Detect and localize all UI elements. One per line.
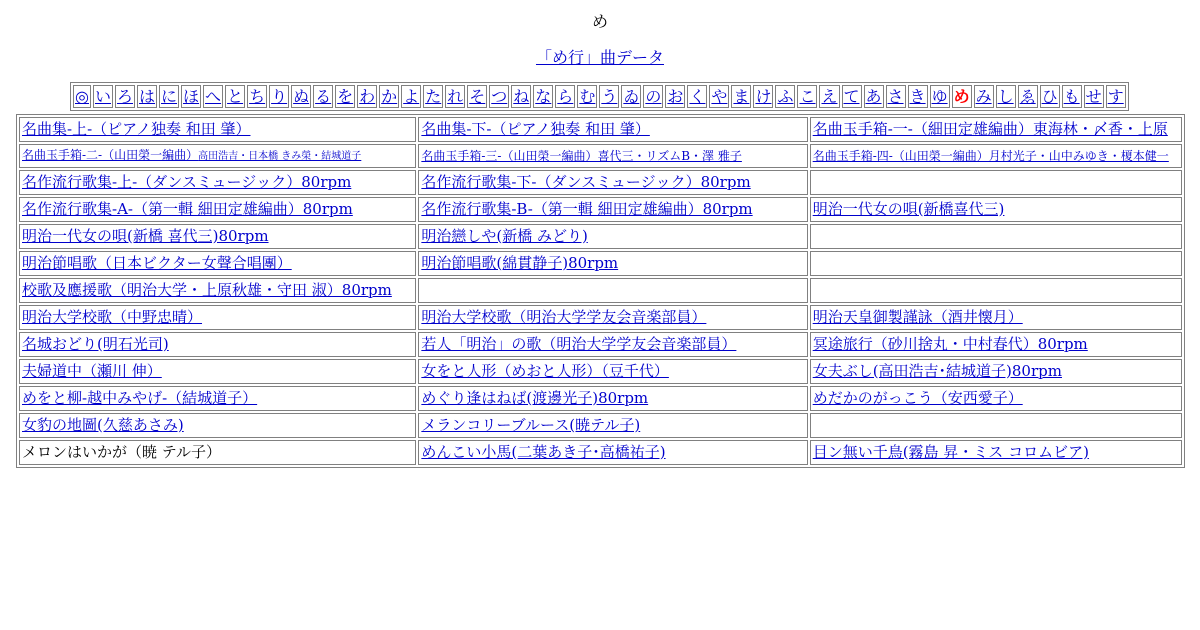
kana-nav-cell [842,85,862,108]
kana-nav-link[interactable]: す [1107,87,1124,106]
song-cell [19,144,416,168]
song-cell [418,305,807,330]
kana-nav-link[interactable]: む [579,87,596,106]
song-title: めぐり逢はねば(渡邊光子)80rpm [421,389,649,407]
song-cell [418,251,807,276]
song-link[interactable] [22,148,361,162]
kana-nav-cell [775,85,795,108]
song-title: 冥途旅行（砂川捨丸・中村春代）80rpm [812,335,1088,353]
kana-nav-link[interactable]: か [381,87,398,106]
kana-nav-cell [423,85,443,108]
kana-nav-cell [996,85,1016,108]
song-title: めをと柳-越中みやげ-（結城道子） [22,389,258,407]
kana-nav-cell [357,85,377,108]
song-cell [810,413,1182,438]
table-row [19,251,1182,276]
kana-nav-cell [665,85,685,108]
kana-nav-link[interactable]: い [94,87,111,106]
kana-nav-cell [930,85,950,108]
kana-nav-cell [401,85,421,108]
kana-nav-link[interactable]: と [227,87,244,106]
song-cell [810,278,1182,303]
song-title: 名曲集-下-（ピアノ独奏 和田 肇） [421,120,650,138]
song-list-table [16,114,1185,468]
song-title: 名城おどり(明石光司) [22,335,169,353]
song-title: 明治節唱歌(綿貫静子)80rpm [421,254,619,272]
table-row [19,332,1182,357]
kana-nav-link[interactable]: よ [403,87,420,106]
song-cell [19,170,416,195]
song-title: 名作流行歌集-上-（ダンスミュージック）80rpm [22,173,352,191]
kana-nav-link[interactable]: ぬ [293,87,310,106]
kana-nav-link[interactable]: き [909,87,926,106]
song-link[interactable] [421,227,587,245]
kana-index-nav [70,82,1129,111]
song-title: めだかのがっこう（安西愛子） [812,389,1023,407]
table-row [19,170,1182,195]
song-cell [418,224,807,249]
kana-nav-link[interactable]: な [535,87,552,106]
kana-nav-link[interactable]: ◎ [75,87,89,106]
song-link[interactable] [22,227,269,245]
song-cell [418,359,807,384]
kana-nav-link[interactable]: せ [1085,87,1102,106]
subheading-link[interactable]: 「め行」曲データ [535,48,664,67]
kana-nav-link[interactable]: ゆ [931,87,948,106]
song-link[interactable] [22,173,351,191]
song-title: 明治一代女の唄(新橋喜代三) [812,200,1005,218]
song-title: メランコリーブルース(暁テル子) [421,416,641,434]
kana-nav-link[interactable]: は [139,87,156,106]
kana-nav-link[interactable]: た [425,87,442,106]
table-row [19,144,1182,168]
kana-nav-link[interactable]: や [711,87,728,106]
song-title: 明治大学校歌（明治大学学友会音楽部員） [421,308,707,326]
kana-nav-link[interactable]: そ [469,87,486,106]
table-row [19,359,1182,384]
kana-nav-link[interactable]: あ [865,87,882,106]
song-cell [19,359,416,384]
song-title: 夫婦道中（瀬川 伸） [22,362,162,380]
kana-nav-link[interactable]: こ [799,87,816,106]
kana-index-row [73,85,1126,108]
song-cell [810,251,1182,276]
kana-nav-link[interactable]: け [755,87,772,106]
song-cell [19,440,416,465]
song-title: メロンはいかが（暁 テル子） [22,443,222,461]
kana-nav-link[interactable]: し [997,87,1014,106]
song-title: 名作流行歌集-B-（第一輯 細田定雄編曲）80rpm [421,200,753,218]
kana-nav-link[interactable]: も [1063,87,1080,106]
song-cell [418,170,807,195]
song-link[interactable] [421,254,618,272]
song-link[interactable] [421,335,736,353]
kana-nav-link[interactable]: み [975,87,992,106]
song-link[interactable] [22,416,184,434]
song-title: めんこい小馬(二葉あき子･高橋祐子) [421,443,666,461]
song-link[interactable] [813,335,1088,353]
song-cell [810,170,1182,195]
kana-nav-cell [115,85,135,108]
song-cell [418,144,807,168]
kana-nav-link[interactable]: を [337,87,354,106]
kana-nav-cell [181,85,201,108]
song-cell [418,440,807,465]
song-link[interactable] [421,200,752,218]
kana-nav-cell [489,85,509,108]
song-cell [418,197,807,222]
kana-nav-cell [247,85,267,108]
kana-nav-link[interactable]: て [843,87,860,106]
kana-nav-link[interactable]: ね [513,87,530,106]
kana-nav-link[interactable]: ろ [116,87,133,106]
song-cell [810,305,1182,330]
song-title: 名曲玉手箱-四-（山田榮一編曲）月村光子・山中みゆき・榎本健一 [812,148,1169,163]
song-title: 名曲集-上-（ピアノ独奏 和田 肇） [22,120,251,138]
song-title: 明治天皇御製謹詠（酒井懐月） [812,308,1023,326]
table-row [19,386,1182,411]
song-cell [19,278,416,303]
kana-nav-link[interactable]: ま [733,87,750,106]
song-cell [19,413,416,438]
song-cell [418,278,807,303]
song-cell [810,117,1182,142]
kana-nav-cell [731,85,751,108]
kana-nav-cell [137,85,157,108]
song-title: 名作流行歌集-A-（第一輯 細田定雄編曲）80rpm [22,200,353,218]
song-link[interactable] [813,120,1168,138]
song-cell [19,251,416,276]
kana-nav-cell [643,85,663,108]
song-cell [810,386,1182,411]
song-link[interactable] [421,443,665,461]
kana-nav-cell [974,85,994,108]
kana-nav-cell [952,85,972,108]
kana-nav-cell [533,85,553,108]
song-cell [810,359,1182,384]
kana-nav-link[interactable]: る [315,87,332,106]
song-link[interactable] [22,120,250,138]
song-cell [810,224,1182,249]
kana-nav-cell [621,85,641,108]
kana-nav-cell [1018,85,1038,108]
song-title: 名曲玉手箱-一-（細田定雄編曲）東海林・〆香・上原 [812,120,1168,138]
kana-nav-link[interactable]: ゑ [1019,87,1036,106]
kana-nav-link[interactable]: れ [447,87,464,106]
subheading [0,45,1200,68]
song-link[interactable] [421,362,669,380]
kana-nav-cell [1062,85,1082,108]
song-link[interactable] [813,389,1023,407]
kana-nav-cell [797,85,817,108]
kana-nav-link[interactable]: わ [359,87,376,106]
table-row [19,278,1182,303]
song-title: 名曲玉手箱-二-（山田榮一編曲） [22,148,199,162]
song-link[interactable] [22,281,392,299]
song-cell [19,305,416,330]
kana-nav-link[interactable]: つ [491,87,508,106]
song-link[interactable] [813,149,1169,163]
kana-nav-cell [687,85,707,108]
song-link[interactable] [421,416,640,434]
kana-nav-cell [577,85,597,108]
song-cell [19,224,416,249]
kana-nav-link[interactable]: ふ [777,87,794,106]
song-performers: 高田浩吉・日本橋 きみ榮・結城道子 [198,151,362,162]
song-link[interactable] [22,335,169,353]
kana-nav-link[interactable]: の [645,87,662,106]
kana-nav-cell [467,85,487,108]
song-title: 明治節唱歌（日本ビクター女聲合唱團） [22,254,292,272]
song-cell [418,386,807,411]
table-row [19,440,1182,465]
kana-nav-cell [379,85,399,108]
page-heading: め [591,12,608,31]
kana-nav-cell [313,85,333,108]
kana-nav-cell [335,85,355,108]
kana-nav-link[interactable]: へ [205,87,222,106]
song-title: 明治戀しや(新橋 みどり) [421,227,588,245]
kana-nav-cell [864,85,884,108]
kana-nav-cell [269,85,289,108]
song-link[interactable] [421,120,649,138]
kana-nav-link[interactable]: り [271,87,288,106]
kana-nav-link[interactable]: に [161,87,178,106]
table-row [19,117,1182,142]
song-link[interactable] [421,389,648,407]
song-link[interactable] [22,308,202,326]
kana-nav-cell [908,85,928,108]
kana-nav-cell [159,85,179,108]
kana-nav-link[interactable]: お [667,87,684,106]
kana-nav-link[interactable]: え [821,87,838,106]
song-cell [810,197,1182,222]
song-title: 若人「明治」の歌（明治大学学友会音楽部員） [421,335,737,353]
table-row [19,224,1182,249]
song-link[interactable] [813,443,1089,461]
song-cell [19,117,416,142]
song-title: 女夫ぶし(高田浩吉･結城道子)80rpm [812,362,1062,380]
table-row [19,305,1182,330]
song-link[interactable] [22,362,162,380]
song-title: 名曲玉手箱-三-（山田榮一編曲）喜代三・リズムB・澤 雅子 [421,148,742,163]
kana-nav-cell [225,85,245,108]
song-list-body [19,117,1182,465]
song-cell [810,440,1182,465]
kana-nav-cell [753,85,773,108]
song-cell [418,117,807,142]
kana-nav-cell [709,85,729,108]
song-cell [19,386,416,411]
song-link[interactable] [421,308,706,326]
kana-nav-cell [886,85,906,108]
kana-nav-cell [555,85,575,108]
kana-nav-link[interactable]: く [689,87,706,106]
song-cell [810,144,1182,168]
kana-nav-link[interactable]: ら [557,87,574,106]
kana-nav-cell [93,85,113,108]
song-title: 明治一代女の唄(新橋 喜代三)80rpm [22,227,269,245]
song-title: 女豹の地圖(久慈あさみ) [22,416,184,434]
kana-nav-cell [203,85,223,108]
song-link[interactable] [421,173,750,191]
song-link[interactable] [813,308,1023,326]
kana-nav-link[interactable]: ち [249,87,266,106]
song-cell [418,332,807,357]
kana-nav-link[interactable]: う [601,87,618,106]
kana-nav-cell [1040,85,1060,108]
song-link[interactable] [813,362,1062,380]
song-cell [19,332,416,357]
song-title: 目ン無い千鳥(霧島 昇・ミス コロムビア) [812,443,1089,461]
kana-nav-link-current[interactable]: め [953,87,970,106]
song-title: 女をと人形（めおと人形）（豆千代） [421,362,669,380]
kana-nav-cell [511,85,531,108]
song-title: 明治大学校歌（中野忠晴） [22,308,203,326]
kana-nav-link[interactable]: さ [887,87,904,106]
song-link[interactable] [22,389,257,407]
kana-nav-cell [291,85,311,108]
song-cell [418,413,807,438]
song-title: 名作流行歌集-下-（ダンスミュージック）80rpm [421,173,751,191]
song-link[interactable] [22,254,292,272]
song-cell [19,197,416,222]
kana-nav-cell [445,85,465,108]
kana-nav-link[interactable]: ひ [1041,87,1058,106]
kana-nav-cell [73,85,91,108]
table-row [19,197,1182,222]
song-link[interactable] [22,200,353,218]
kana-nav-cell [1106,85,1126,108]
song-title: 校歌及應援歌（明治大学・上原秋雄・守田 淑）80rpm [22,281,392,299]
kana-nav-cell [599,85,619,108]
kana-nav-link[interactable]: ゐ [623,87,640,106]
kana-nav-cell [1084,85,1104,108]
table-row [19,413,1182,438]
kana-nav-link[interactable]: ほ [183,87,200,106]
song-link[interactable] [421,149,742,163]
song-cell [810,332,1182,357]
song-link[interactable] [813,200,1005,218]
kana-nav-cell [819,85,839,108]
